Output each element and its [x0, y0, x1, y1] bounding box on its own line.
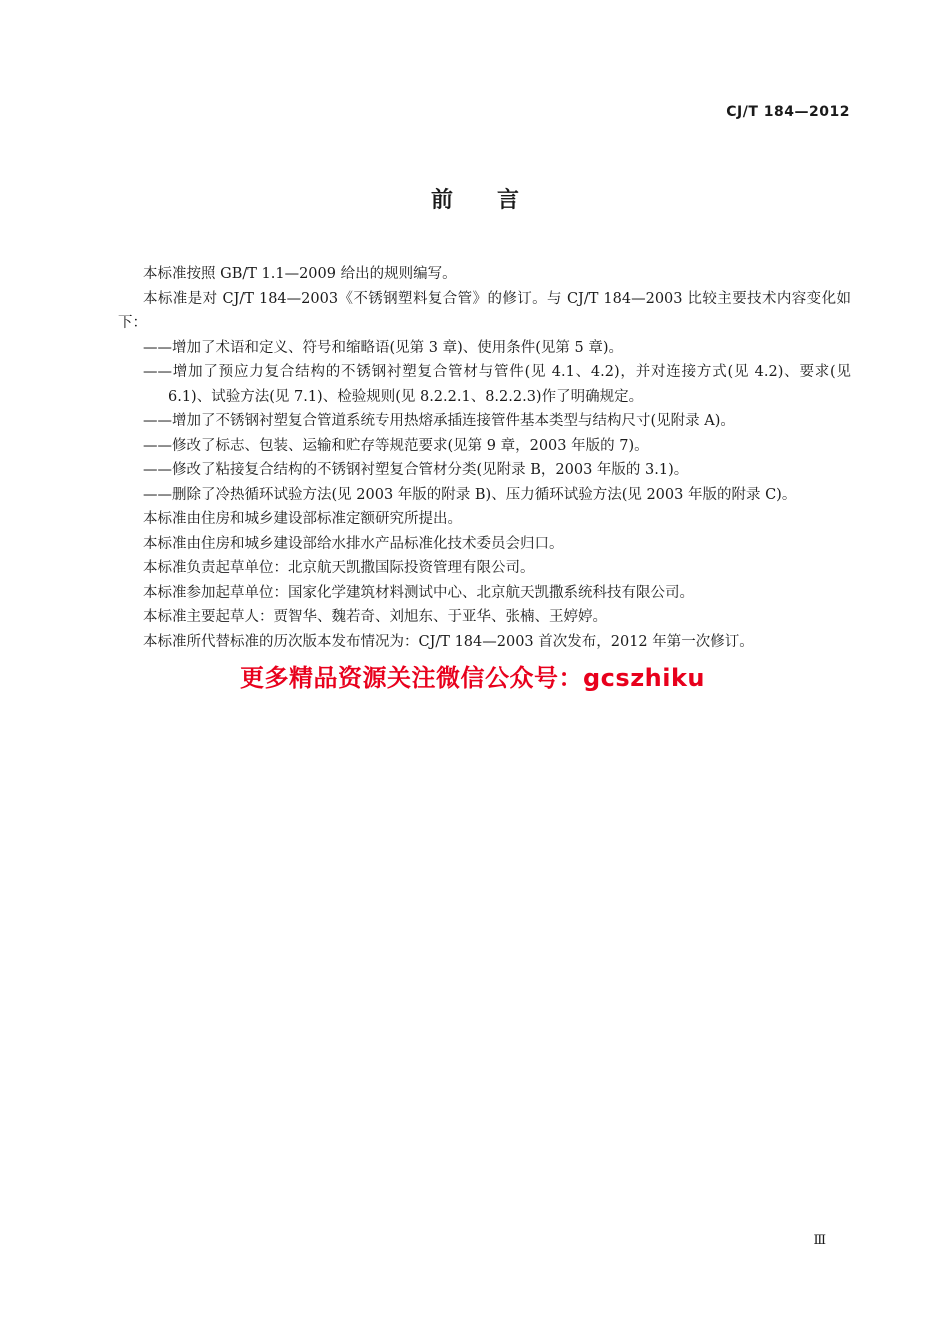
standard-code: CJ/T 184—2012 [726, 104, 850, 120]
change-item: ——删除了冷热循环试验方法(见 2003 年版的附录 B)、压力循环试验方法(见 2003 年版的附录 C)。 [143, 486, 797, 503]
change-item: ——增加了不锈钢衬塑复合管道系统专用热熔承插连接管件基本类型与结构尺寸(见附录 A)。 [143, 413, 735, 429]
watermark-overlay: 更多精品资源关注微信公众号：gcszhiku [240, 664, 706, 692]
paragraph-revision: 本标准是对 CJ/T 184—2003《不锈钢塑料复合管》的修订。与 CJ/T 184—2003 比较主要技术内容变化如下： [118, 290, 851, 331]
paragraph-lead-drafter: 本标准负责起草单位：北京航天凯撒国际投资管理有限公司。 [143, 560, 535, 576]
page-number: Ⅲ [813, 1233, 826, 1248]
document-body [118, 262, 851, 654]
change-item: ——增加了术语和定义、符号和缩略语(见第 3 章)、使用条件(见第 5 章)。 [143, 339, 624, 356]
paragraph-authors: 本标准主要起草人：贾智华、魏若奇、刘旭东、于亚华、张楠、王婷婷。 [143, 609, 607, 625]
paragraph-co-drafters: 本标准参加起草单位：国家化学建筑材料测试中心、北京航天凯撒系统科技有限公司。 [143, 584, 694, 601]
page-title: 前言 [430, 188, 563, 213]
change-item: ——修改了粘接复合结构的不锈钢衬塑复合管材分类(见附录 B，2003 年版的 3.1)。 [143, 462, 689, 478]
paragraph-committee: 本标准由住房和城乡建设部给水排水产品标准化技术委员会归口。 [143, 535, 564, 552]
change-item: ——增加了预应力复合结构的不锈钢衬塑复合管材与管件(见 4.1、4.2)，并对连接方式(见 4.2)、要求(见 6.1)、试验方法(见 7.1)、检验规则(见 8.2.2.1、8.2.2.3)作了明确规定。 [143, 364, 851, 405]
paragraph-intro: 本标准按照 GB/T 1.1—2009 给出的规则编写。 [143, 266, 457, 282]
paragraph-proposer: 本标准由住房和城乡建设部标准定额研究所提出。 [143, 511, 462, 527]
change-item: ——修改了标志、包装、运输和贮存等规范要求(见第 9 章，2003 年版的 7)。 [143, 437, 649, 454]
paragraph-history: 本标准所代替标准的历次版本发布情况为：CJ/T 184—2003 首次发布，2012 年第一次修订。 [143, 633, 754, 650]
